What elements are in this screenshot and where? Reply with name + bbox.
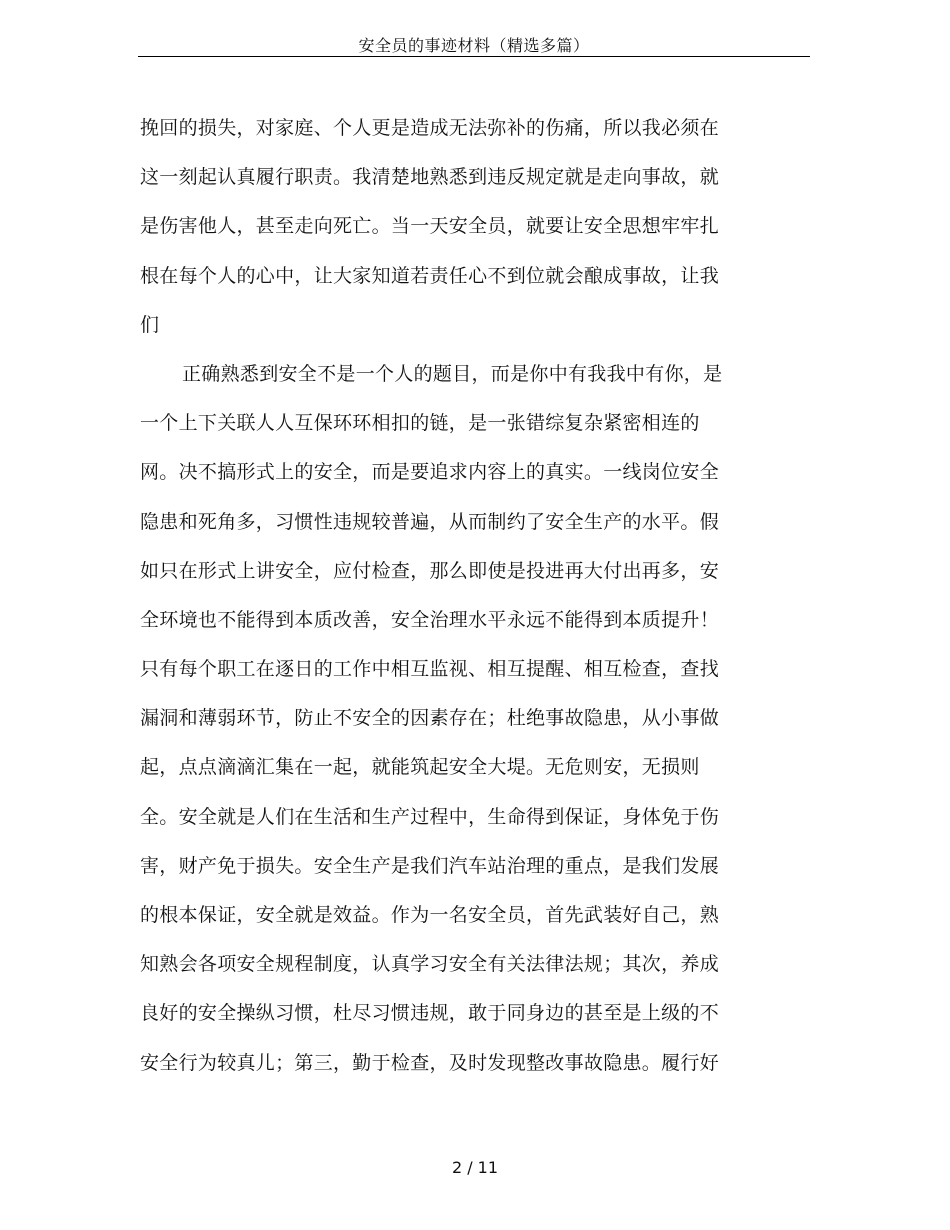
text-line: 良好的安全操纵习惯，杜尽习惯违规，敢于同身边的甚至是上级的不 — [140, 1002, 720, 1025]
text-line: 这一刻起认真履行职责。我清楚地熟悉到违反规定就是走向事故，就 — [140, 166, 720, 189]
text-line: 安全行为较真儿；第三，勤于检查，及时发现整改事故隐患。履行好 — [140, 1051, 720, 1074]
text-line: 漏洞和薄弱环节，防止不安全的因素存在；杜绝事故隐患，从小事做 — [140, 707, 720, 730]
text-line: 如只在形式上讲安全，应付检查，那么即使是投进再大付出再多，安 — [140, 559, 720, 582]
paragraph-start-line: 正确熟悉到安全不是一个人的题目，而是你中有我我中有你，是 — [182, 362, 723, 385]
text-line: 根在每个人的心中，让大家知道若责任心不到位就会酿成事故，让我 — [140, 264, 720, 287]
text-line: 的根本保证，安全就是效益。作为一名安全员，首先武装好自己，熟 — [140, 904, 720, 926]
text-line: 一个上下关联人人互保环环相扣的链，是一张错综复杂紧密相连的 — [140, 412, 700, 435]
page-header-title: 安全员的事迹材料（精选多篇） — [358, 36, 590, 55]
text-line: 全环境也不能得到本质改善，安全治理水平永远不能得到本质提升！ — [140, 608, 720, 631]
text-line: 隐患和死角多，习惯性违规较普遍，从而制约了安全生产的水平。假 — [140, 510, 720, 533]
text-line: 知熟会各项安全规程制度，认真学习安全有关法律法规；其次，养成 — [140, 953, 720, 976]
header-divider — [138, 56, 810, 57]
text-line: 是伤害他人，甚至走向死亡。当一天安全员，就要让安全思想牢牢扎 — [140, 215, 720, 238]
text-line: 害，财产免于损失。安全生产是我们汽车站治理的重点，是我们发展 — [140, 854, 720, 877]
text-line: 只有每个职工在逐日的工作中相互监视、相互提醒、相互检查，查找 — [140, 658, 720, 681]
text-line: 挽回的损失，对家庭、个人更是造成无法弥补的伤痛，所以我必须在 — [140, 117, 720, 139]
document-body — [140, 104, 760, 1088]
text-line: 们 — [140, 313, 160, 336]
text-line: 网。决不搞形式上的安全，而是要追求内容上的真实。一线岗位安全 — [140, 461, 720, 484]
page-number: 2 / 11 — [451, 1158, 499, 1177]
text-line: 全。安全就是人们在生活和生产过程中，生命得到保证，身体免于伤 — [140, 805, 720, 828]
text-line: 起，点点滴滴汇集在一起，就能筑起安全大堤。无危则安，无损则 — [140, 756, 700, 779]
